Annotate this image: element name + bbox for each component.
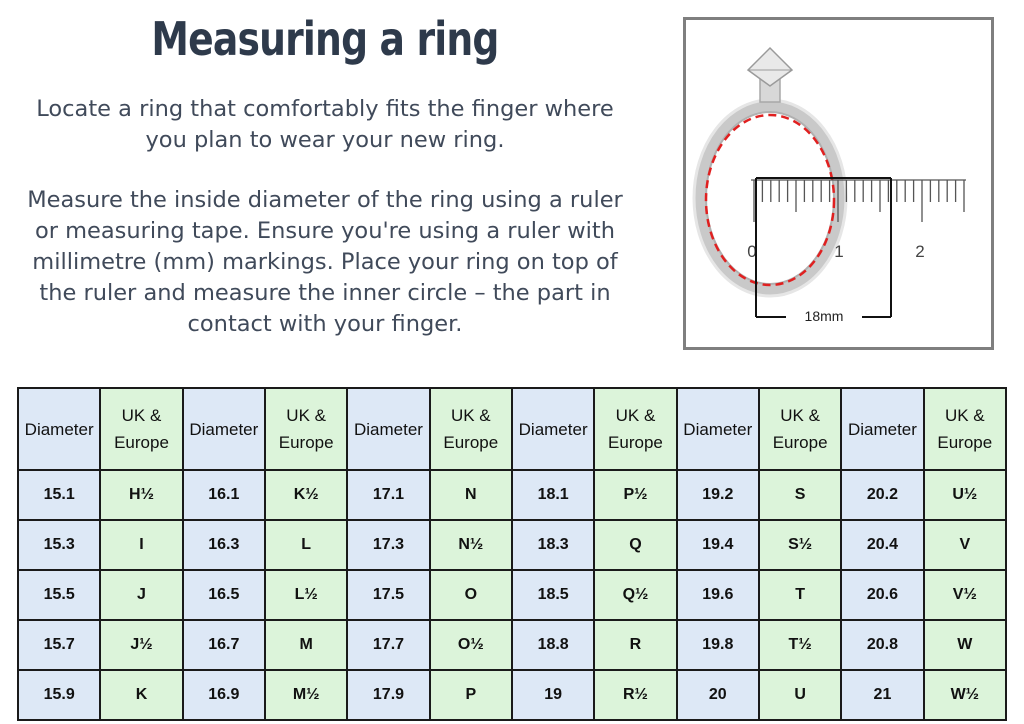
table-row bbox=[18, 670, 1006, 720]
diameter-cell: 17.3 bbox=[347, 520, 429, 570]
table-row bbox=[18, 470, 1006, 520]
uk-size-cell: S½ bbox=[759, 520, 841, 570]
ring-diagram bbox=[686, 20, 991, 347]
column-header-diameter: Diameter bbox=[512, 388, 594, 470]
uk-size-cell: K½ bbox=[265, 470, 347, 520]
uk-size-cell: N½ bbox=[430, 520, 512, 570]
table-row bbox=[18, 570, 1006, 620]
uk-size-cell: T½ bbox=[759, 620, 841, 670]
uk-size-cell: V½ bbox=[924, 570, 1006, 620]
diameter-cell: 15.1 bbox=[18, 470, 100, 520]
uk-size-cell: W bbox=[924, 620, 1006, 670]
ring-band-icon bbox=[700, 106, 840, 290]
ruler-label-1: 1 bbox=[834, 242, 844, 261]
column-header-diameter: Diameter bbox=[183, 388, 265, 470]
diameter-cell: 17.5 bbox=[347, 570, 429, 620]
uk-size-cell: P½ bbox=[594, 470, 676, 520]
column-header-diameter: Diameter bbox=[677, 388, 759, 470]
ruler-label-0: 0 bbox=[747, 242, 757, 261]
diameter-cell: 15.9 bbox=[18, 670, 100, 720]
column-header-diameter: Diameter bbox=[841, 388, 923, 470]
uk-size-cell: L bbox=[265, 520, 347, 570]
diameter-cell: 17.7 bbox=[347, 620, 429, 670]
uk-size-cell: I bbox=[100, 520, 182, 570]
column-header-diameter: Diameter bbox=[347, 388, 429, 470]
uk-size-cell: W½ bbox=[924, 670, 1006, 720]
diameter-cell: 19.2 bbox=[677, 470, 759, 520]
uk-size-cell: L½ bbox=[265, 570, 347, 620]
uk-size-cell: M bbox=[265, 620, 347, 670]
diameter-cell: 15.5 bbox=[18, 570, 100, 620]
uk-size-cell: Q bbox=[594, 520, 676, 570]
diameter-cell: 15.3 bbox=[18, 520, 100, 570]
ruler bbox=[751, 180, 966, 222]
ring-measurement-illustration bbox=[683, 17, 994, 350]
column-header-diameter: Diameter bbox=[18, 388, 100, 470]
diameter-cell: 16.1 bbox=[183, 470, 265, 520]
diameter-cell: 18.3 bbox=[512, 520, 594, 570]
diameter-cell: 18.8 bbox=[512, 620, 594, 670]
diameter-cell: 19.8 bbox=[677, 620, 759, 670]
diameter-cell: 20 bbox=[677, 670, 759, 720]
table-header-row bbox=[18, 388, 1006, 470]
uk-size-cell: V bbox=[924, 520, 1006, 570]
diameter-cell: 15.7 bbox=[18, 620, 100, 670]
uk-size-cell: O bbox=[430, 570, 512, 620]
diameter-cell: 18.1 bbox=[512, 470, 594, 520]
diameter-cell: 17.9 bbox=[347, 670, 429, 720]
diameter-cell: 20.2 bbox=[841, 470, 923, 520]
column-header-uk-europe: UK & Europe bbox=[924, 388, 1006, 470]
diameter-cell: 20.8 bbox=[841, 620, 923, 670]
diameter-cell: 16.5 bbox=[183, 570, 265, 620]
uk-size-cell: U bbox=[759, 670, 841, 720]
uk-size-cell: O½ bbox=[430, 620, 512, 670]
uk-size-cell: J bbox=[100, 570, 182, 620]
diameter-cell: 21 bbox=[841, 670, 923, 720]
measurement-label: 18mm bbox=[804, 308, 844, 324]
uk-size-cell: H½ bbox=[100, 470, 182, 520]
diameter-cell: 19.4 bbox=[677, 520, 759, 570]
uk-size-cell: P bbox=[430, 670, 512, 720]
uk-size-cell: R bbox=[594, 620, 676, 670]
column-header-uk-europe: UK & Europe bbox=[100, 388, 182, 470]
table-row bbox=[18, 520, 1006, 570]
uk-size-cell: N bbox=[430, 470, 512, 520]
diameter-cell: 16.7 bbox=[183, 620, 265, 670]
diameter-cell: 16.9 bbox=[183, 670, 265, 720]
diameter-cell: 16.3 bbox=[183, 520, 265, 570]
uk-size-cell: J½ bbox=[100, 620, 182, 670]
diameter-cell: 19.6 bbox=[677, 570, 759, 620]
uk-size-cell: T bbox=[759, 570, 841, 620]
ring-size-table bbox=[17, 387, 1007, 721]
diameter-cell: 20.6 bbox=[841, 570, 923, 620]
column-header-uk-europe: UK & Europe bbox=[594, 388, 676, 470]
diameter-cell: 17.1 bbox=[347, 470, 429, 520]
diameter-cell: 19 bbox=[512, 670, 594, 720]
diameter-cell: 18.5 bbox=[512, 570, 594, 620]
uk-size-cell: Q½ bbox=[594, 570, 676, 620]
table-row bbox=[18, 620, 1006, 670]
column-header-uk-europe: UK & Europe bbox=[430, 388, 512, 470]
diameter-cell: 20.4 bbox=[841, 520, 923, 570]
page-title: Measuring a ring bbox=[151, 12, 499, 66]
column-header-uk-europe: UK & Europe bbox=[265, 388, 347, 470]
intro-paragraph: Locate a ring that comfortably fits the finger where you plan to wear your new ring. bbox=[36, 96, 614, 153]
instructions-paragraph: Measure the inside diameter of the ring using a ruler or measuring tape. Ensure you're using a ruler with millimetre (mm) markings. Place your ring on top of the ruler and measure the inner circle – the part in contact with your finger. bbox=[27, 187, 623, 337]
ruler-label-2: 2 bbox=[915, 242, 925, 261]
uk-size-cell: R½ bbox=[594, 670, 676, 720]
diamond-icon bbox=[748, 48, 792, 86]
uk-size-cell: S bbox=[759, 470, 841, 520]
column-header-uk-europe: UK & Europe bbox=[759, 388, 841, 470]
uk-size-cell: K bbox=[100, 670, 182, 720]
uk-size-cell: M½ bbox=[265, 670, 347, 720]
uk-size-cell: U½ bbox=[924, 470, 1006, 520]
